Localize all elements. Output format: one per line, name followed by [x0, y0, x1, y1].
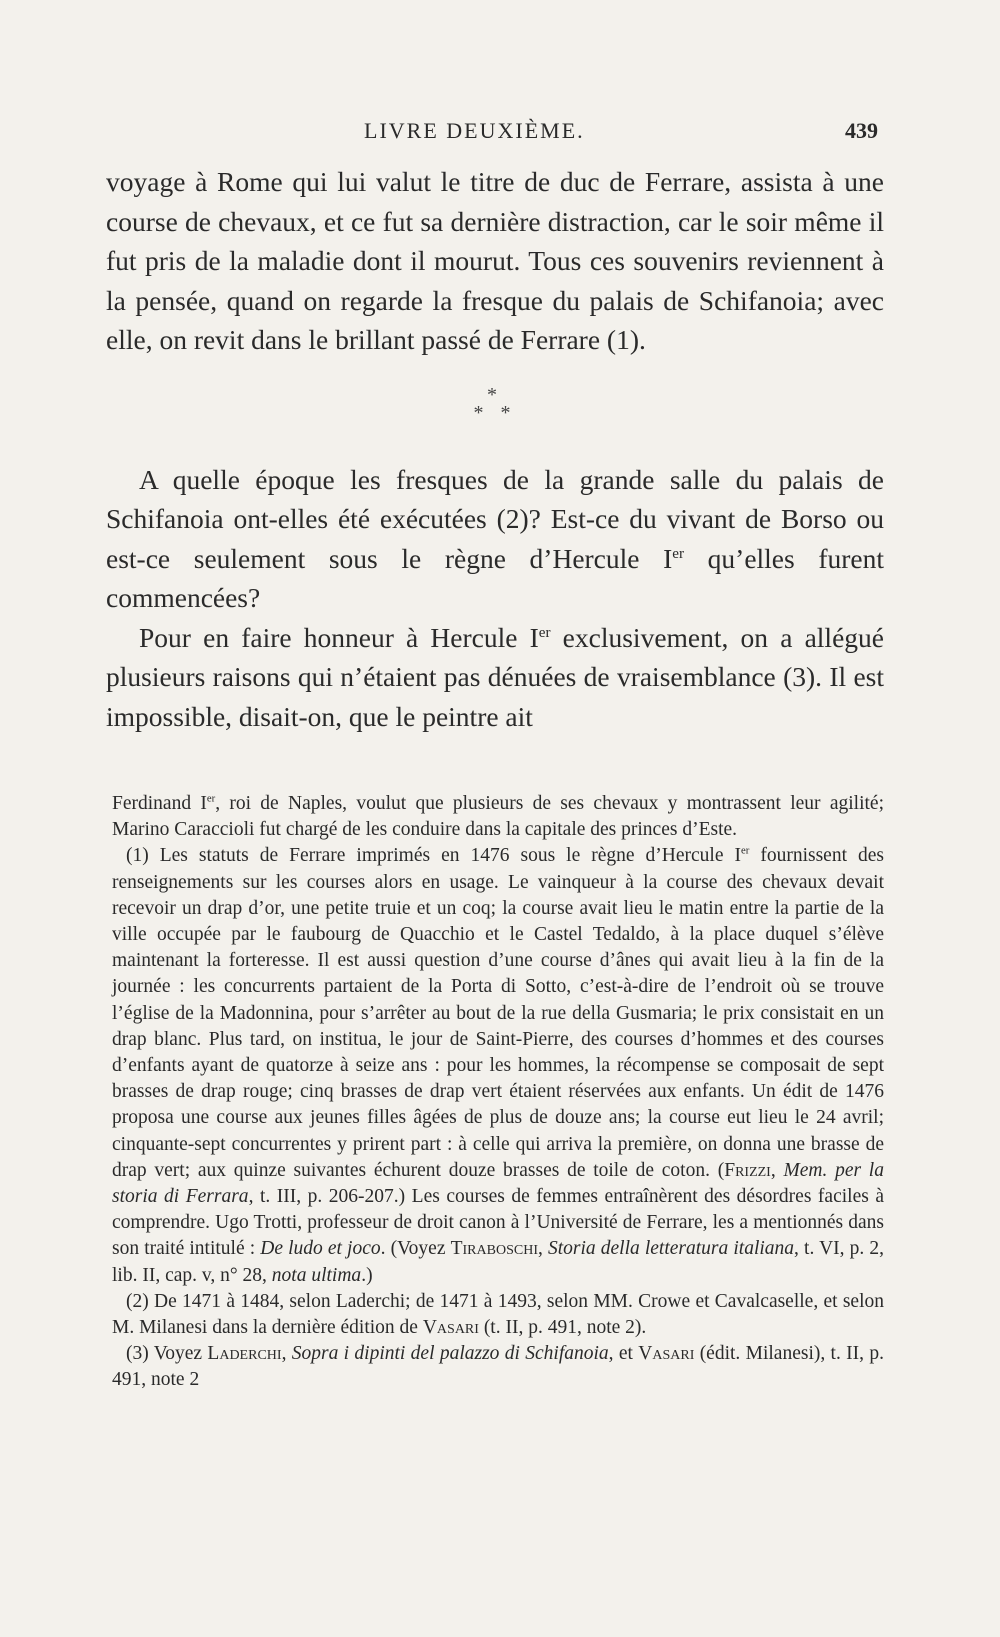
- footnote-1-superscript: er: [741, 844, 750, 857]
- paragraph-3-text-a: Pour en faire honneur à Hercule I: [139, 621, 539, 653]
- footnote-1-treatise-title: De ludo et joco: [260, 1238, 381, 1260]
- paragraph-2-superscript: er: [672, 545, 685, 562]
- footnote-3-text-d: (édit. Milanesi), t. II, p. 491, note 2: [112, 1343, 884, 1391]
- footnote-1-text-f: ,: [537, 1238, 548, 1260]
- footnote-1-text-b: fournissent des renseignements sur les courses alors en usage. Le vainqueur à la course des chevaux devait recevoir un drap d’or, une petite truie et un coq; la course avait lieu le matin entre la partie de la ville occupée par le faubourg de Quacchio et le Castel Tedaldo, à la place duquel s’élève maintenant la forteresse. Il est aussi question d’une course d’ânes qui avait lieu à la fin de la journée : les concurrents partaient de la Porta di Sotto, c’est-à-dire de l’endroit où se trouve l’église de la Madonnina, pour s’arrêter au bout de la rue della Gusmaria; le prix consistait en un drap blanc. Plus tard, on institua, le jour de Saint-Pierre, des courses d’hommes et des courses d’enfants ayant de quatorze à seize ans : pour les hommes, la récompense se composait de sept brasses de drap rouge; cinq brasses de drap vert étaient réservées aux enfants. Un édit de 1476 proposa une course aux jeunes filles âgées de plus de douze ans; la course eut lieu le 24 avril; cinquante-sept concurrentes y prirent part : à celle qui arriva la première, on donna une brasse de drap vert; aux quinze suivantes échurent douze brasses de toile de coton. (: [112, 845, 884, 1181]
- paragraph-3: [106, 618, 884, 737]
- page-number: 439: [845, 118, 878, 143]
- footnote-1: [112, 843, 884, 1288]
- footnote-1-text-e: . (Voyez: [380, 1238, 451, 1260]
- footnote-continuation-superscript: er: [206, 792, 216, 805]
- footnote-3-title: Sopra i dipinti del palazzo di Schifanoia: [291, 1343, 609, 1365]
- main-text: [106, 162, 884, 736]
- footnote-1-text-d: , t. III, p. 206-207.) Les courses de femmes entraînèrent des désordres faciles à comprendre. Ugo Trotti, professeur de droit canon à l’Université de Ferrare, les a mentionnés dans son traité intitulé :: [112, 1186, 884, 1260]
- footnote-3-author-laderchi: Laderchi: [207, 1343, 282, 1365]
- footnote-2: [112, 1289, 884, 1341]
- paragraph-2-text-a: A quelle époque les fresques de la grande salle du palais de Schifanoia ont-elles été exécutées (2)? Est-ce du vivant de Borso ou est-ce seulement sous le règne d’Hercule I: [106, 463, 884, 574]
- footnote-1-nota: nota ultima: [271, 1264, 362, 1286]
- footnotes: [112, 791, 884, 1394]
- paragraph-1: voyage à Rome qui lui valut le titre de duc de Ferrare, assista à une course de chevaux, et ce fut sa dernière distraction, car le soir même il fut pris de la maladie dont il mourut. Tous ces souvenirs reviennent à la pensée, quand on regarde la fresque du palais de Schifanoia; avec elle, on revit dans le brillant passé de Ferrare (1).: [106, 166, 884, 355]
- footnote-2-author-vasari: Vasari: [422, 1317, 479, 1339]
- footnote-1-author-tiraboschi: Tiraboschi: [450, 1238, 538, 1260]
- footnote-3-text-a: (3) Voyez: [126, 1343, 208, 1365]
- paragraph-3-superscript: er: [538, 624, 551, 641]
- footnote-1-text-g: , t. VI, p. 2, lib. II, cap. v, n° 28,: [112, 1238, 884, 1286]
- separator-asterisks-bottom: * *: [473, 401, 517, 424]
- footnote-1-title-frizzi: Mem. per la storia di Ferrara: [112, 1159, 884, 1208]
- footnote-3-text-b: ,: [281, 1343, 292, 1365]
- footnote-1-title-tiraboschi: Storia della letteratura italiana: [547, 1238, 795, 1260]
- footnote-continuation-b: , roi de Naples, voulut que plusieurs de ses chevaux y montrassent leur agilité; Marino Caraccioli fut chargé de les conduire dans la capitale des princes d’Este.: [112, 793, 884, 841]
- footnote-3-text-c: , et: [608, 1343, 639, 1365]
- footnote-1-author-frizzi: Frizzi: [724, 1159, 771, 1181]
- footnote-1-text-a: (1) Les statuts de Ferrare imprimés en 1476 sous le règne d’Hercule I: [126, 845, 742, 867]
- footnote-1-text-c: ,: [770, 1159, 784, 1181]
- paragraph-3-text-b: exclusivement, on a allégué plusieurs raisons qui n’étaient pas dénuées de vraisemblance (3). Il est impossible, disait-on, que le peintre ait: [106, 621, 884, 732]
- footnote-1-text-h: .): [361, 1264, 373, 1286]
- section-separator: [106, 360, 884, 460]
- running-title: LIVRE DEUXIÈME.: [364, 118, 585, 143]
- footnote-2-text-a: (2) De 1471 à 1484, selon Laderchi; de 1471 à 1493, selon MM. Crowe et Cavalcaselle, et selon M. Milanesi dans la dernière édition de: [112, 1290, 884, 1339]
- footnote-continuation-a: Ferdinand I: [112, 793, 207, 814]
- separator-asterisk-top: *: [487, 383, 503, 406]
- page-header: [106, 118, 878, 158]
- footnote-3-author-vasari: Vasari: [638, 1343, 695, 1365]
- paragraph-2-text-b: qu’elles furent commencées?: [106, 542, 884, 613]
- footnote-continuation: [112, 791, 884, 843]
- paragraph-2: [106, 460, 884, 618]
- footnote-3: [112, 1341, 884, 1393]
- footnote-2-text-b: (t. II, p. 491, note 2).: [478, 1317, 647, 1339]
